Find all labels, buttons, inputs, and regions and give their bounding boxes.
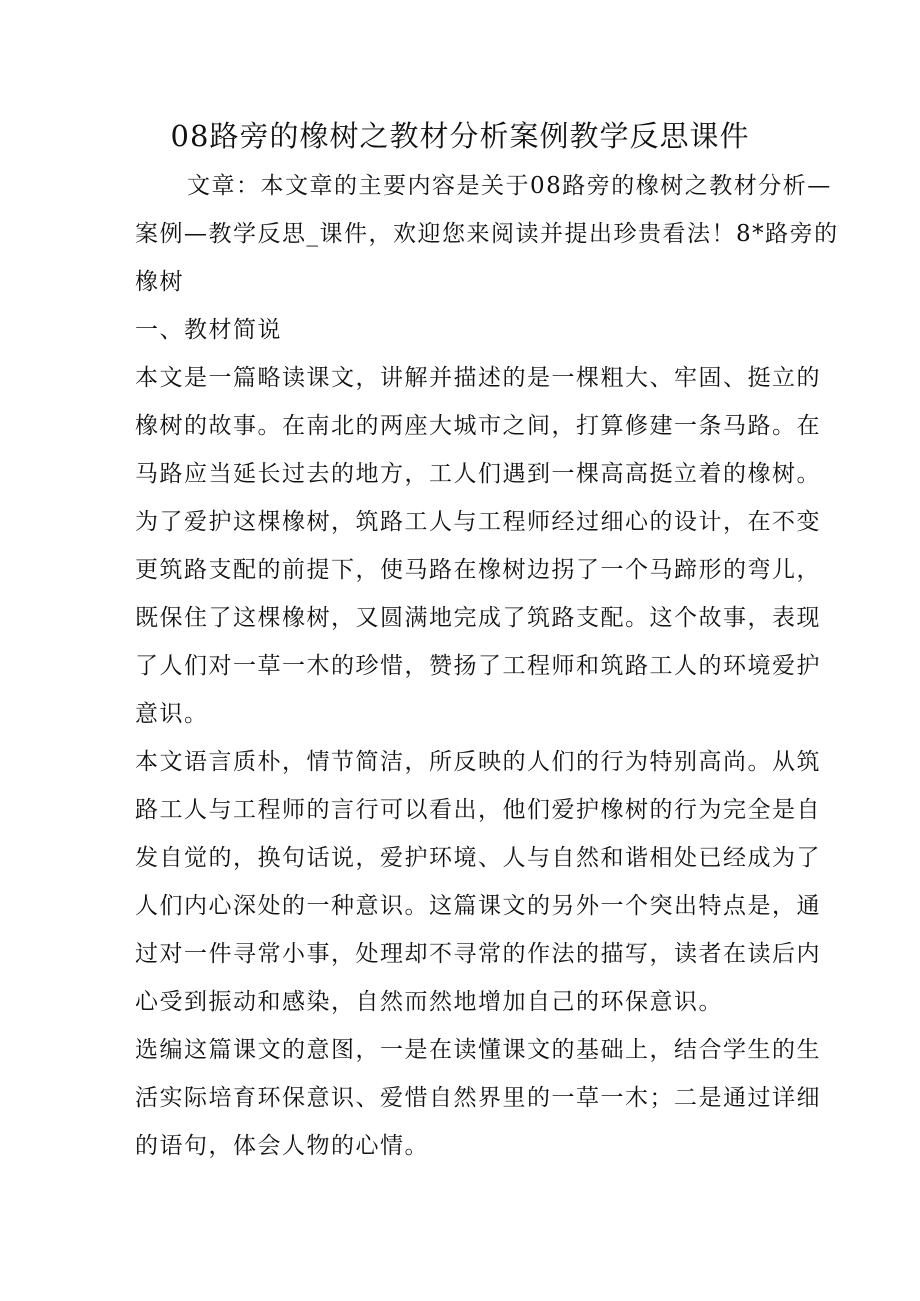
paragraph-1-line: 为了爱护这棵橡树，筑路工人与工程师经过细心的设计，在不变 — [135, 509, 821, 535]
paragraph-2-line: 人们内心深处的一种意识。这篇课文的另外一个突出特点是，通 — [135, 893, 821, 919]
paragraph-2-line: 过对一件寻常小事，处理却不寻常的作法的描写，读者在读后内 — [135, 941, 821, 967]
paragraph-1-line: 马路应当延长过去的地方，工人们遇到一棵高高挺立着的橡树。 — [135, 461, 821, 487]
paragraph-1-line: 更筑路支配的前提下，使马路在橡树边拐了一个马蹄形的弯儿， — [135, 557, 821, 583]
paragraph-2-line: 心受到振动和感染，自然而然地增加自己的环保意识。 — [135, 989, 723, 1015]
section-heading: 一、教材简说 — [135, 317, 282, 343]
paragraph-1-line: 既保住了这棵橡树，又圆满地完成了筑路支配。这个故事，表现 — [135, 605, 821, 631]
paragraph-2-line: 本文语言质朴，情节简洁，所反映的人们的行为特别高尚。从筑 — [135, 749, 821, 775]
intro-line: 文章：本文章的主要内容是关于08路旁的橡树之教材分析— — [187, 173, 832, 199]
intro-line: 案例—教学反思_课件，欢迎您来阅读并提出珍贵看法！8*路旁的 — [135, 221, 839, 247]
paragraph-2-line: 发自觉的，换句话说，爱护环境、人与自然和谐相处已经成为了 — [135, 845, 821, 871]
paragraph-3-line: 选编这篇课文的意图，一是在读懂课文的基础上，结合学生的生 — [135, 1037, 821, 1063]
paragraph-2-line: 路工人与工程师的言行可以看出，他们爱护橡树的行为完全是自 — [135, 797, 821, 823]
paragraph-1-line: 橡树的故事。在南北的两座大城市之间，打算修建一条马路。在 — [135, 413, 821, 439]
intro-line: 橡树 — [135, 269, 184, 295]
paragraph-1-line: 本文是一篇略读课文，讲解并描述的是一棵粗大、牢固、挺立的 — [135, 365, 821, 391]
paragraph-1-line: 意识。 — [135, 701, 209, 727]
paragraph-1-line: 了人们对一草一木的珍惜，赞扬了工程师和筑路工人的环境爱护 — [135, 653, 821, 679]
paragraph-3-line: 活实际培育环保意识、爱惜自然界里的一草一木；二是通过详细 — [135, 1085, 821, 1111]
document-title: 08路旁的橡树之教材分析案例教学反思课件 — [170, 119, 750, 153]
paragraph-3-line: 的语句，体会人物的心情。 — [135, 1133, 429, 1159]
